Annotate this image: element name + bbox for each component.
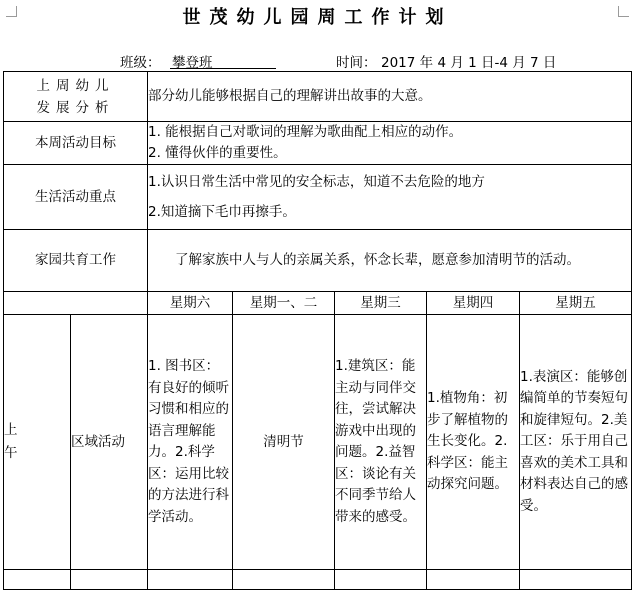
class-label: 班级： <box>120 55 161 71</box>
day-header: 星期五 <box>520 292 632 315</box>
meta-row <box>0 51 635 71</box>
saturday-activity: 1. 图书区：有良好的倾听习惯和相应的语言理解能力。2.科学区：运用比较的方法进行科学活动。 <box>148 315 233 570</box>
friday-activity: 1.表演区：能够创编简单的节奏短句和旋律短句。2.美工区：乐于用自己喜欢的美术工具和材料表达自己的感受。 <box>520 315 632 570</box>
last-week-row <box>4 72 632 122</box>
last-week-label: 上周幼儿 发展分析 <box>4 72 148 122</box>
life-item: 1.认识日常生活中常见的安全标志，知道不去危险的地方 <box>148 173 485 190</box>
thursday-activity: 1.植物角：初步了解植物的生长变化。2.科学区：能主动探究问题。 <box>427 315 520 570</box>
day-header-blank <box>4 292 148 315</box>
wednesday-activity: 1.建筑区：能主动与同伴交往，尝试解决游戏中出现的问题。2.益智区：谈论有关不同季节给人带来的感受。 <box>335 315 427 570</box>
life-content <box>148 165 632 230</box>
home-content: 了解家族中人与人的亲属关系，怀念长辈，愿意参加清明节的活动。 <box>148 230 632 292</box>
mon-tue-activity: 清明节 <box>233 315 335 570</box>
day-header: 星期一、二 <box>233 292 335 315</box>
day-header: 星期四 <box>427 292 520 315</box>
time-value: 2017 年 4 月 1 日-4 月 7 日 <box>381 55 557 71</box>
class-value: 攀登班 <box>170 51 276 69</box>
life-label: 生活活动重点 <box>4 165 148 230</box>
goals-row <box>4 122 632 165</box>
session-label: 上 午 <box>4 315 71 570</box>
time-label: 时间： <box>336 55 377 71</box>
morning-activity-row <box>4 315 632 570</box>
home-label: 家园共育工作 <box>4 230 148 292</box>
goal-item: 2. 懂得伙伴的重要性。 <box>148 145 287 161</box>
goal-item: 1. 能根据自己对歌词的理解为歌曲配上相应的动作。 <box>148 124 463 140</box>
life-item: 2.知道摘下毛巾再擦手。 <box>148 203 296 220</box>
goals-label: 本周活动目标 <box>4 122 148 165</box>
next-row-stub <box>4 570 632 590</box>
home-row <box>4 230 632 292</box>
last-week-content: 部分幼儿能够根据自己的理解讲出故事的大意。 <box>148 72 632 122</box>
goals-content <box>148 122 632 165</box>
weekly-plan-table <box>3 71 632 590</box>
life-row <box>4 165 632 230</box>
day-header: 星期六 <box>148 292 233 315</box>
day-header: 星期三 <box>335 292 427 315</box>
day-header-row <box>4 292 632 315</box>
document-title: 世茂幼儿园周工作计划 <box>182 7 453 28</box>
activity-label: 区域活动 <box>71 315 148 570</box>
